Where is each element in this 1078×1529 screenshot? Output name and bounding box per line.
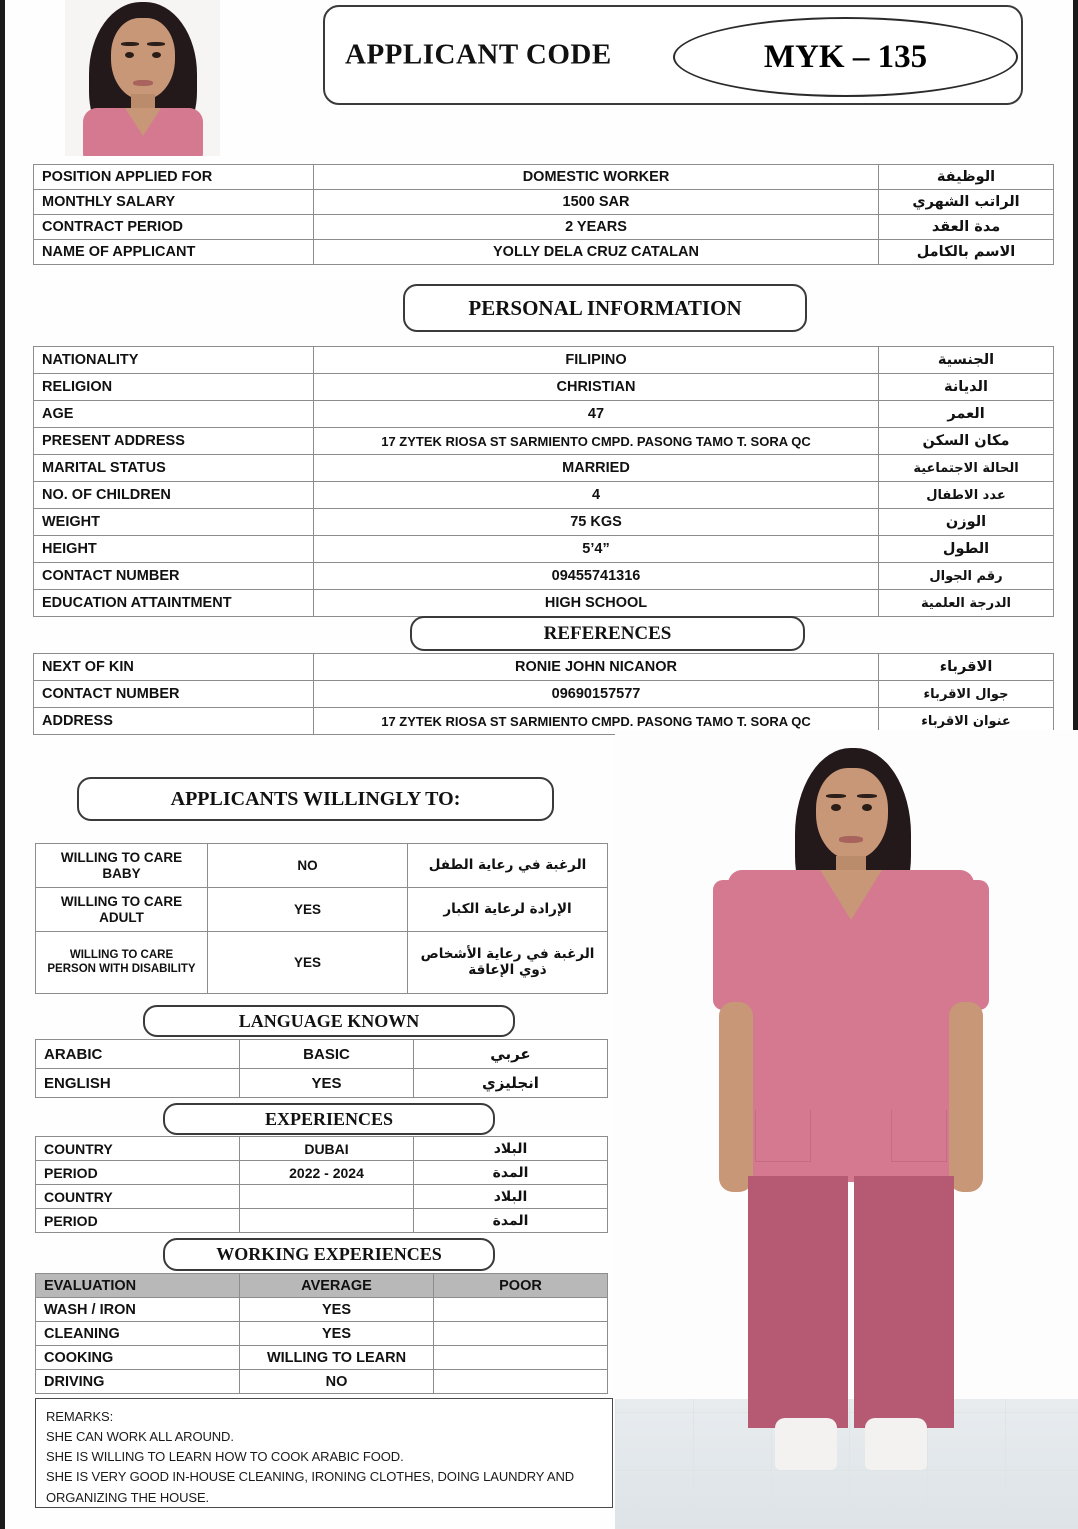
row-arabic: الطول bbox=[879, 536, 1054, 563]
row-value: DOMESTIC WORKER bbox=[314, 165, 879, 190]
willing-to-care-body bbox=[36, 844, 608, 994]
row-label: POSITION APPLIED FOR bbox=[34, 165, 314, 190]
table-row bbox=[36, 1346, 608, 1370]
remarks-title: REMARKS: bbox=[46, 1409, 114, 1424]
table-row bbox=[36, 888, 608, 932]
working-experiences-table bbox=[35, 1273, 608, 1394]
row-value: 17 ZYTEK RIOSA ST SARMIENTO CMPD. PASONG TAMO T. SORA QC bbox=[314, 708, 879, 735]
experiences-table bbox=[35, 1136, 608, 1233]
row-value: 4 bbox=[314, 482, 879, 509]
fullbody-pocket-right bbox=[891, 1110, 947, 1162]
row-arabic: البلاد bbox=[414, 1137, 608, 1161]
table-row bbox=[36, 1185, 608, 1209]
row-arabic: الاقرباء bbox=[879, 654, 1054, 681]
row-value: YES bbox=[208, 888, 408, 932]
row-label: CONTACT NUMBER bbox=[34, 563, 314, 590]
table-row bbox=[34, 590, 1054, 617]
headshot-brow-left bbox=[121, 42, 139, 46]
row-arabic: الاسم بالكامل bbox=[879, 240, 1054, 265]
position-details-table bbox=[33, 164, 1054, 265]
row-value: YES bbox=[208, 932, 408, 994]
row-value: 47 bbox=[314, 401, 879, 428]
references-body bbox=[34, 654, 1054, 735]
row-label: AGE bbox=[34, 401, 314, 428]
row-value: HIGH SCHOOL bbox=[314, 590, 879, 617]
row-label: MONTHLY SALARY bbox=[34, 190, 314, 215]
section-header-experiences: EXPERIENCES bbox=[163, 1103, 495, 1135]
fullbody-pants-left bbox=[748, 1176, 848, 1428]
row-value: MARRIED bbox=[314, 455, 879, 482]
row-value: DUBAI bbox=[240, 1137, 414, 1161]
section-header-references: REFERENCES bbox=[410, 616, 805, 651]
fullbody-shoe-right bbox=[865, 1418, 927, 1470]
row-poor bbox=[434, 1322, 608, 1346]
row-skill: CLEANING bbox=[36, 1322, 240, 1346]
references-table bbox=[33, 653, 1054, 735]
table-row bbox=[36, 1069, 608, 1098]
remarks-line: SHE IS VERY GOOD IN-HOUSE CLEANING, IRONING CLOTHES, DOING LAUNDRY AND bbox=[46, 1469, 575, 1485]
applicant-code-label: APPLICANT CODE bbox=[345, 38, 612, 71]
row-value: YES bbox=[240, 1069, 414, 1098]
remarks-box bbox=[35, 1398, 613, 1508]
row-arabic: المدة bbox=[414, 1209, 608, 1233]
row-average: YES bbox=[240, 1322, 434, 1346]
row-value: 17 ZYTEK RIOSA ST SARMIENTO CMPD. PASONG TAMO T. SORA QC bbox=[314, 428, 879, 455]
fullbody-arm-right bbox=[949, 1002, 983, 1192]
fullbody-mouth bbox=[839, 836, 863, 843]
section-header-language-known: LANGUAGE KNOWN bbox=[143, 1005, 515, 1037]
table-row bbox=[36, 1137, 608, 1161]
row-average: WILLING TO LEARN bbox=[240, 1346, 434, 1370]
row-arabic: الإرادة لرعاية الكبار bbox=[408, 888, 608, 932]
table-row bbox=[34, 654, 1054, 681]
row-arabic: الرغبة في رعاية الطفل bbox=[408, 844, 608, 888]
table-row bbox=[34, 563, 1054, 590]
row-arabic: الديانة bbox=[879, 374, 1054, 401]
row-arabic: المدة bbox=[414, 1161, 608, 1185]
table-row bbox=[34, 165, 1054, 190]
row-arabic: عنوان الاقرباء bbox=[879, 708, 1054, 735]
row-arabic: الرغبة في رعاية الأشخاص ذوي الإعاقة bbox=[408, 932, 608, 994]
row-label: MARITAL STATUS bbox=[34, 455, 314, 482]
row-average: NO bbox=[240, 1370, 434, 1394]
personal-information-table bbox=[33, 346, 1054, 617]
row-arabic: الوظيفة bbox=[879, 165, 1054, 190]
row-skill: DRIVING bbox=[36, 1370, 240, 1394]
row-label: HEIGHT bbox=[34, 536, 314, 563]
row-label: CONTRACT PERIOD bbox=[34, 215, 314, 240]
row-value: BASIC bbox=[240, 1040, 414, 1069]
table-row bbox=[34, 536, 1054, 563]
fullbody-sleeve-left bbox=[713, 880, 777, 1010]
row-arabic: الوزن bbox=[879, 509, 1054, 536]
row-label: EDUCATION ATTAINTMENT bbox=[34, 590, 314, 617]
table-row bbox=[36, 844, 608, 888]
table-row bbox=[34, 240, 1054, 265]
fullbody-shoe-left bbox=[775, 1418, 837, 1470]
row-label: COUNTRY bbox=[36, 1137, 240, 1161]
row-value: 75 KGS bbox=[314, 509, 879, 536]
table-row bbox=[36, 1370, 608, 1394]
remarks-line: SHE IS WILLING TO LEARN HOW TO COOK ARABIC FOOD. bbox=[46, 1449, 404, 1465]
headshot-mouth bbox=[133, 80, 153, 86]
fullbody-pocket-left bbox=[755, 1110, 811, 1162]
row-poor bbox=[434, 1298, 608, 1322]
fullbody-pants-right bbox=[854, 1176, 954, 1428]
row-value: 1500 SAR bbox=[314, 190, 879, 215]
table-header-row bbox=[36, 1274, 608, 1298]
row-value: NO bbox=[208, 844, 408, 888]
table-row bbox=[34, 428, 1054, 455]
fullbody-arm-left bbox=[719, 1002, 753, 1192]
row-poor bbox=[434, 1370, 608, 1394]
fullbody-face bbox=[816, 768, 888, 860]
willing-to-care-table bbox=[35, 843, 608, 994]
experiences-body bbox=[36, 1137, 608, 1233]
section-header-working-experiences: WORKING EXPERIENCES bbox=[163, 1238, 495, 1271]
row-label: ADDRESS bbox=[34, 708, 314, 735]
row-value: CHRISTIAN bbox=[314, 374, 879, 401]
table-row bbox=[34, 455, 1054, 482]
remarks-line: SHE CAN WORK ALL AROUND. bbox=[46, 1429, 234, 1445]
headshot-eye-right bbox=[152, 52, 161, 58]
column-header-evaluation: EVALUATION bbox=[36, 1274, 240, 1298]
row-arabic: مدة العقد bbox=[879, 215, 1054, 240]
row-arabic: الحالة الاجتماعية bbox=[879, 455, 1054, 482]
applicant-name-value: YOLLY DELA CRUZ CATALAN bbox=[314, 240, 879, 265]
row-arabic: البلاد bbox=[414, 1185, 608, 1209]
table-row bbox=[36, 1161, 608, 1185]
row-value: 09455741316 bbox=[314, 563, 879, 590]
row-label: WILLING TO CARE BABY bbox=[36, 844, 208, 888]
fullbody-eye-right bbox=[862, 804, 872, 811]
row-skill: COOKING bbox=[36, 1346, 240, 1370]
language-known-table bbox=[35, 1039, 608, 1098]
row-label: RELIGION bbox=[34, 374, 314, 401]
row-value: RONIE JOHN NICANOR bbox=[314, 654, 879, 681]
fullbody-sleeve-right bbox=[925, 880, 989, 1010]
table-row bbox=[34, 482, 1054, 509]
headshot-face bbox=[111, 18, 175, 100]
row-value bbox=[240, 1185, 414, 1209]
row-label: NEXT OF KIN bbox=[34, 654, 314, 681]
table-row bbox=[34, 190, 1054, 215]
row-label: CONTACT NUMBER bbox=[34, 681, 314, 708]
row-value: 5’4” bbox=[314, 536, 879, 563]
table-row bbox=[34, 374, 1054, 401]
row-arabic: الراتب الشهري bbox=[879, 190, 1054, 215]
column-header-average: AVERAGE bbox=[240, 1274, 434, 1298]
row-arabic: مكان السكن bbox=[879, 428, 1054, 455]
row-label: PERIOD bbox=[36, 1209, 240, 1233]
row-arabic: الجنسية bbox=[879, 347, 1054, 374]
row-label: NO. OF CHILDREN bbox=[34, 482, 314, 509]
row-arabic: رقم الجوال bbox=[879, 563, 1054, 590]
row-value: 09690157577 bbox=[314, 681, 879, 708]
row-poor bbox=[434, 1346, 608, 1370]
remarks-line: ORGANIZING THE HOUSE. bbox=[46, 1489, 210, 1505]
headshot-brow-right bbox=[147, 42, 165, 46]
row-label: PRESENT ADDRESS bbox=[34, 428, 314, 455]
row-value: 2 YEARS bbox=[314, 215, 879, 240]
row-label: COUNTRY bbox=[36, 1185, 240, 1209]
table-row bbox=[36, 1040, 608, 1069]
applicant-fullbody-photo bbox=[615, 730, 1078, 1529]
column-header-poor: POOR bbox=[434, 1274, 608, 1298]
row-value bbox=[240, 1209, 414, 1233]
row-label: NAME OF APPLICANT bbox=[34, 240, 314, 265]
row-label: WILLING TO CARE ADULT bbox=[36, 888, 208, 932]
row-label: NATIONALITY bbox=[34, 347, 314, 374]
table-row bbox=[34, 347, 1054, 374]
table-row bbox=[34, 215, 1054, 240]
row-arabic: العمر bbox=[879, 401, 1054, 428]
row-average: YES bbox=[240, 1298, 434, 1322]
applicant-code-value: MYK – 135 bbox=[673, 17, 1018, 97]
personal-information-body bbox=[34, 347, 1054, 617]
row-arabic: عربي bbox=[414, 1040, 608, 1069]
row-label: PERIOD bbox=[36, 1161, 240, 1185]
row-value: FILIPINO bbox=[314, 347, 879, 374]
row-arabic: الدرجة العلمية bbox=[879, 590, 1054, 617]
table-row bbox=[34, 681, 1054, 708]
applicant-code-box bbox=[323, 5, 1023, 105]
row-label: ENGLISH bbox=[36, 1069, 240, 1098]
row-label: ARABIC bbox=[36, 1040, 240, 1069]
table-row bbox=[34, 509, 1054, 536]
row-arabic: انجليزي bbox=[414, 1069, 608, 1098]
headshot-eye-left bbox=[125, 52, 134, 58]
row-label: WEIGHT bbox=[34, 509, 314, 536]
fullbody-brow-left bbox=[826, 794, 846, 798]
row-arabic: جوال الاقرباء bbox=[879, 681, 1054, 708]
table-row bbox=[36, 1298, 608, 1322]
table-row bbox=[36, 1322, 608, 1346]
position-details-body bbox=[34, 165, 1054, 265]
table-row bbox=[34, 401, 1054, 428]
language-known-body bbox=[36, 1040, 608, 1098]
row-arabic: عدد الاطفال bbox=[879, 482, 1054, 509]
table-row bbox=[36, 932, 608, 994]
row-skill: WASH / IRON bbox=[36, 1298, 240, 1322]
row-label: WILLING TO CARE PERSON WITH DISABILITY bbox=[36, 932, 208, 994]
applicant-headshot-photo bbox=[65, 0, 220, 156]
section-header-applicants-willingly-to: APPLICANTS WILLINGLY TO: bbox=[77, 777, 554, 821]
row-value: 2022 - 2024 bbox=[240, 1161, 414, 1185]
working-experiences-body bbox=[36, 1274, 608, 1394]
table-row bbox=[36, 1209, 608, 1233]
section-header-personal-information: PERSONAL INFORMATION bbox=[403, 284, 807, 332]
fullbody-brow-right bbox=[857, 794, 877, 798]
fullbody-eye-left bbox=[831, 804, 841, 811]
